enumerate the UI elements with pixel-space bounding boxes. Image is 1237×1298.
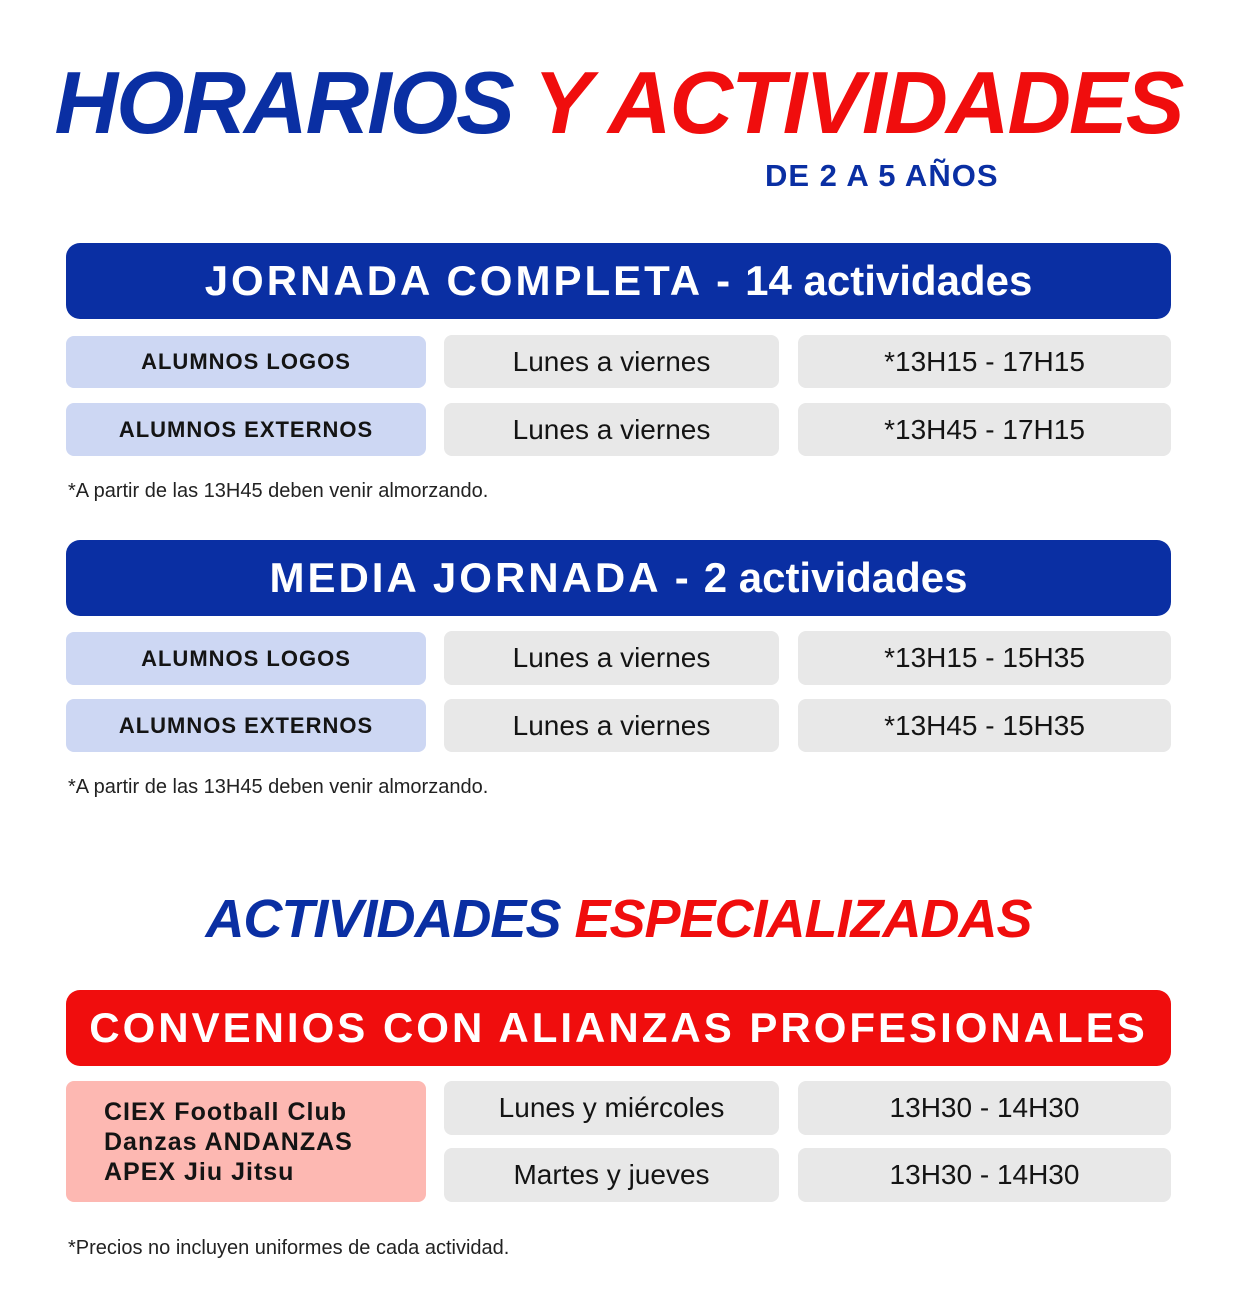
section-title-part1: ACTIVIDADES: [205, 889, 561, 949]
lunch-note: *A partir de las 13H45 deben venir almorzando.: [68, 480, 489, 502]
page-title: [0, 52, 1237, 154]
banner-title: JORNADA COMPLETA -: [204, 257, 734, 304]
days-cell: Lunes a viernes: [444, 335, 779, 388]
time-cell: *13H15 - 17H15: [798, 335, 1171, 388]
group-cell: ALUMNOS EXTERNOS: [66, 403, 426, 456]
days-cell: Lunes a viernes: [444, 631, 779, 685]
days-cell: Lunes a viernes: [444, 403, 779, 456]
title-part-horarios: HORARIOS: [54, 53, 513, 152]
group-cell: ALUMNOS LOGOS: [66, 632, 426, 685]
banner-title: CONVENIOS CON ALIANZAS PROFESIONALES: [89, 1004, 1148, 1051]
price-note: *Precios no incluyen uniformes de cada actividad.: [68, 1237, 510, 1259]
days-cell: Lunes a viernes: [444, 699, 779, 752]
lunch-note: *A partir de las 13H45 deben venir almorzando.: [68, 776, 489, 798]
partner-name: Danzas ANDANZAS: [104, 1128, 353, 1156]
banner-activity-count: 2 actividades: [703, 554, 968, 601]
time-cell: *13H45 - 17H15: [798, 403, 1171, 456]
partners-cell: [66, 1081, 426, 1202]
time-cell: 13H30 - 14H30: [798, 1081, 1171, 1135]
partner-name: APEX Jiu Jitsu: [104, 1158, 295, 1186]
time-cell: *13H45 - 15H35: [798, 699, 1171, 752]
convenios-banner: [66, 990, 1171, 1066]
jornada-completa-banner: [66, 243, 1171, 319]
group-cell: ALUMNOS EXTERNOS: [66, 699, 426, 752]
title-part-actividades: Y ACTIVIDADES: [533, 53, 1183, 152]
time-cell: 13H30 - 14H30: [798, 1148, 1171, 1202]
media-jornada-banner: [66, 540, 1171, 616]
days-cell: Martes y jueves: [444, 1148, 779, 1202]
section-title: [0, 888, 1237, 950]
group-cell: ALUMNOS LOGOS: [66, 336, 426, 388]
banner-title: MEDIA JORNADA -: [269, 554, 692, 601]
days-cell: Lunes y miércoles: [444, 1081, 779, 1135]
banner-activity-count: 14 actividades: [745, 257, 1033, 304]
section-title-part2: ESPECIALIZADAS: [574, 889, 1032, 949]
age-subtitle: DE 2 A 5 AÑOS: [765, 158, 999, 193]
time-cell: *13H15 - 15H35: [798, 631, 1171, 685]
partner-name: CIEX Football Club: [104, 1098, 347, 1126]
